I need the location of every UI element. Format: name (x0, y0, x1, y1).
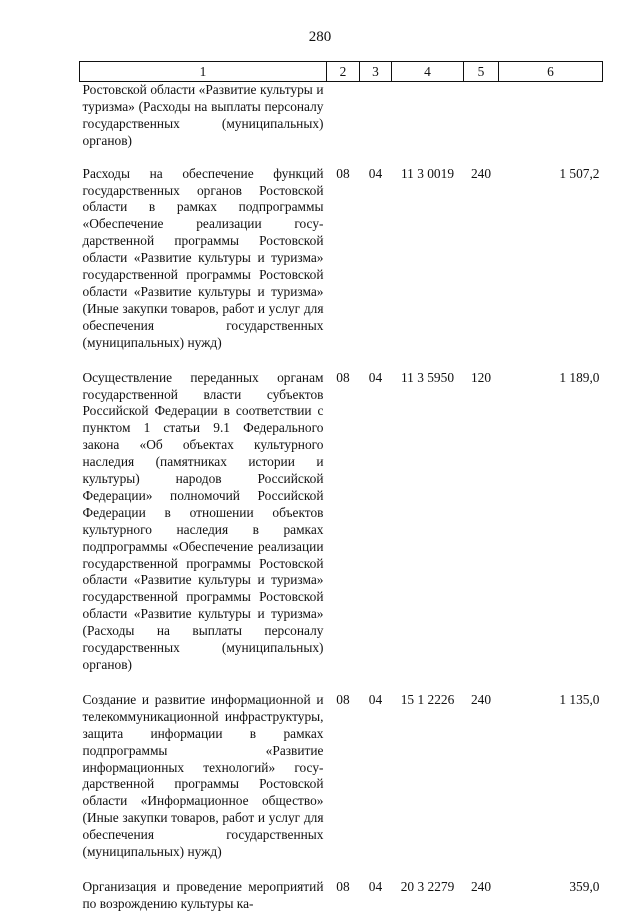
column-header-4: 4 (392, 62, 464, 82)
row-subsection: 04 (368, 369, 383, 385)
table-row (80, 82, 603, 166)
page-number: 280 (308, 29, 332, 45)
column-header-6: 6 (499, 62, 603, 82)
column-header-3: 3 (360, 62, 392, 82)
row-target-article: 11 3 5950 (400, 369, 455, 385)
row-expense-type: 240 (470, 691, 492, 707)
row-target-article (392, 82, 464, 166)
row-section: 08 (336, 878, 350, 894)
column-header-2: 2 (327, 62, 360, 82)
row-target-article: 15 1 2226 (400, 691, 455, 707)
column-header-5: 5 (464, 62, 499, 82)
row-target-article: 20 3 2279 (400, 878, 455, 894)
row-amount: 359,0 (569, 878, 600, 894)
row-amount: 1 135,0 (559, 691, 600, 707)
row-section: 08 (336, 165, 350, 181)
row-subsection (360, 82, 392, 166)
column-header-1: 1 (80, 62, 327, 82)
row-subsection: 04 (368, 165, 383, 181)
row-section: 08 (336, 369, 350, 385)
row-expense-type: 120 (470, 369, 492, 385)
row-description: Расходы на обеспечение функций государственных органов Ростовской области в рамках подпрограммы «Обеспечение реализации государственной программы Ростовской области «Развитие культуры и туризма» государственной программы Ростовской области «Развитие культуры и туризма» (Иные закупки товаров, работ и услуг для обеспечения государственных (муниципальных) нужд) (82, 165, 324, 350)
row-subsection: 04 (368, 691, 383, 707)
row-amount: 1 507,2 (559, 165, 600, 181)
table-row (80, 370, 603, 692)
row-expense-type: 240 (470, 878, 492, 894)
row-expense-type: 240 (470, 165, 492, 181)
row-target-article: 11 3 0019 (400, 165, 455, 181)
table-row (80, 166, 603, 370)
row-description: Создание и развитие информационной и телекоммуникационной инфраструктуры, защита информации в рамках подпрограммы «Развитие информационных технологий» государственной программы Ростовской области «Информационное общество» (Иные закупки товаров, работ и услуг для обеспечения государственных (муниципальных) нужд) (82, 691, 324, 860)
row-subsection: 04 (368, 878, 383, 894)
row-description: Осуществление переданных органам государственной власти субъектов Российской Федерации в соответствии с пунктом 1 статьи 9.1 Федерального закона «Об объектах культурного наследия (памятниках истории и культуры) народов Российской Федерации» полномочий Российской Федерации в отношении объектов культурного наследия в рамках подпрограммы «Обеспечение реализации государственной программы Ростовской области «Развитие культуры и туризма» государственной программы Ростовской области «Развитие культуры и туризма» (Расходы на выплаты персоналу государственных (муниципальных) органов) (82, 369, 324, 672)
row-expense-type (464, 82, 499, 166)
row-description: Ростовской области «Развитие культуры и туризма» (Расходы на выплаты персоналу государственных (муниципальных) органов) (82, 82, 324, 148)
table-row (80, 879, 603, 913)
row-section: 08 (336, 691, 350, 707)
table-header-row (80, 62, 603, 82)
budget-table (79, 61, 603, 913)
table-row (80, 692, 603, 879)
row-description: Организация и проведение мероприятий по возрождению культуры ка- (82, 878, 324, 911)
row-amount: 1 189,0 (559, 369, 600, 385)
row-amount (499, 82, 603, 166)
row-section (327, 82, 360, 166)
